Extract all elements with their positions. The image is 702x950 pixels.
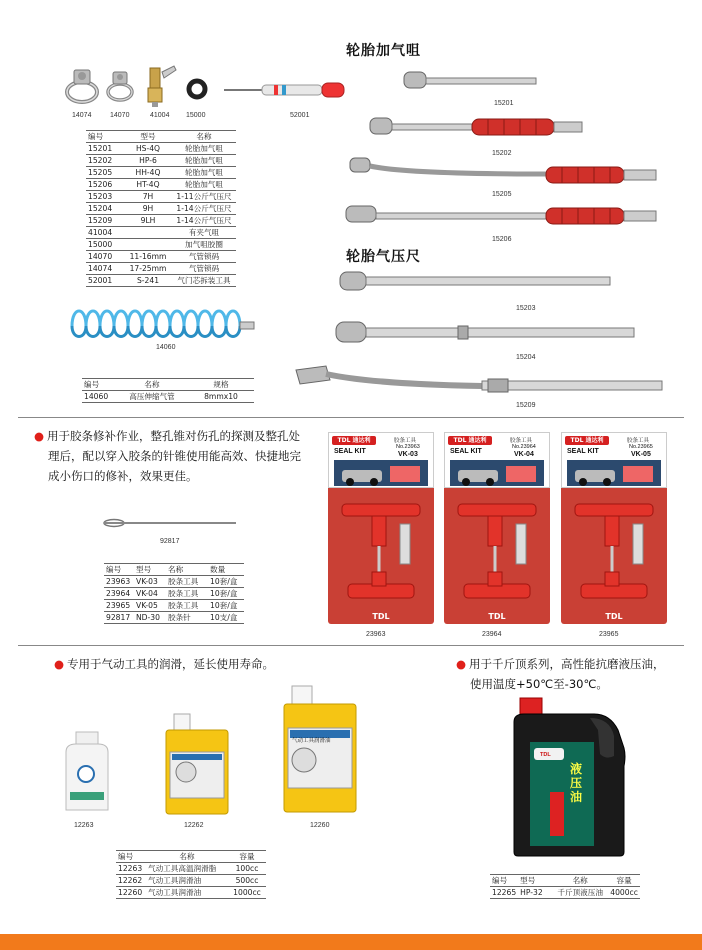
oil-bottle-12262-image: [160, 712, 234, 816]
cell: 15205: [88, 168, 113, 177]
col-header: 名称: [179, 852, 195, 861]
bullet-line: ● 用于胶条修补作业，整孔锥对伤孔的探测及整孔处: [34, 429, 301, 443]
hydraulic-description: [456, 654, 696, 694]
t-handle-tools-icon: [571, 494, 657, 614]
bottle-label: 气动工具润滑油: [292, 738, 331, 744]
col-header: 编号: [118, 852, 134, 861]
card-title: SEAL KIT: [334, 448, 366, 455]
caption-14070: 14070: [110, 112, 130, 119]
lubricant-spec-table: [116, 850, 266, 899]
gauge-15204-image: [332, 318, 642, 350]
table-row: [86, 191, 236, 203]
seal-kit-caption: 23964: [482, 631, 502, 638]
cell: 气门芯拆装工具: [177, 276, 231, 285]
caption-15205: 15205: [492, 191, 512, 198]
caption-15203: 15203: [516, 305, 536, 312]
card-label: 胶条工具: [394, 438, 417, 444]
card-label: 胶条工具: [627, 438, 650, 444]
cell: 轮胎加气咀: [185, 168, 223, 177]
hose-clamp-14070-image: [104, 66, 136, 106]
card-label: 胶条工具: [510, 438, 533, 444]
cell: [124, 239, 172, 251]
cell: 轮胎加气咀: [185, 156, 223, 165]
cell: 52001: [88, 276, 113, 285]
card-brand: TDL 通达利: [332, 436, 376, 445]
cell: 10套/盒: [210, 589, 238, 598]
caption-12263: 12263: [74, 822, 94, 829]
car-photo-icon: [334, 460, 428, 486]
cell: HH-4Q: [135, 168, 161, 177]
cell: 15203: [88, 192, 113, 201]
cell: 1-11公斤气压尺: [176, 192, 232, 201]
cell: 15000: [88, 240, 113, 249]
cell: 轮胎加气咀: [185, 180, 223, 189]
caption-15206: 15206: [492, 236, 512, 243]
cell: 12265: [492, 888, 517, 897]
cell: 41004: [88, 228, 113, 237]
table-row: [116, 875, 266, 887]
footer-accent-bar: [0, 934, 702, 950]
cell: 12263: [118, 864, 143, 873]
cell: 12260: [118, 888, 143, 897]
gauge-15209-image: [292, 362, 672, 398]
col-header: 容量: [239, 852, 255, 861]
seal-kit-caption: 23965: [599, 631, 619, 638]
col-header: 名称: [144, 380, 160, 389]
col-header: 编号: [492, 876, 508, 885]
cell: 7H: [142, 192, 154, 201]
table-row: [86, 143, 236, 155]
cell: 10套/盒: [210, 601, 238, 610]
table-row: [86, 251, 236, 263]
cell: 100cc: [235, 864, 259, 873]
caption-15209: 15209: [516, 402, 536, 409]
card-no: No.23965: [629, 444, 653, 450]
cell: HS-4Q: [135, 144, 161, 153]
inflator-15201-image: [400, 66, 540, 96]
inflator-15202-image: [366, 110, 586, 146]
grease-bottle-12263-image: [60, 730, 114, 814]
caption-12260: 12260: [310, 822, 330, 829]
cell: 有夹气咀: [188, 228, 220, 237]
col-header: 编号: [88, 132, 104, 141]
card-model: VK-03: [398, 451, 418, 458]
cell: HP-6: [139, 156, 157, 165]
t-handle-tools-icon: [338, 494, 424, 614]
table-header-row: [116, 851, 266, 863]
cell: 12262: [118, 876, 143, 885]
caption-15202: 15202: [492, 150, 512, 157]
caption-15201: 15201: [494, 100, 514, 107]
bullet-line: ● 用于千斤顶系列，高性能抗磨液压油，: [456, 657, 665, 671]
hose-spec-table: [82, 378, 254, 403]
needle-92817-image: [100, 516, 240, 530]
table-row: [86, 203, 236, 215]
valve-core-tool-52001-image: [222, 78, 350, 102]
cell: 500cc: [235, 876, 259, 885]
hydraulic-spec-table: [490, 874, 640, 899]
card-title: SEAL KIT: [567, 448, 599, 455]
caption-41004: 41004: [150, 112, 170, 119]
col-header: 数量: [210, 565, 226, 574]
table-row: [82, 391, 254, 403]
col-header: 名称: [168, 565, 184, 574]
cell: 1-14公斤气压尺: [176, 204, 232, 213]
bullet-line: 理后，配以穿入胶条的针锥使用能高效、快捷地完: [48, 449, 301, 463]
cell: 11-16mm: [129, 252, 167, 261]
table-header-row: [490, 875, 640, 887]
inflator-15205-image: [346, 152, 660, 188]
bullet-line: 使用温度+50℃至-30℃。: [470, 677, 608, 691]
table-row: [104, 612, 244, 624]
card-model: VK-05: [631, 451, 651, 458]
cell: S-241: [136, 276, 160, 285]
cell: HT-4Q: [136, 180, 160, 189]
cell: 高压伸缩气管: [129, 392, 175, 401]
card-no: No.23964: [512, 444, 536, 450]
bullet-line: 成小伤口的修补，效果更佳。: [48, 469, 198, 483]
cell: VK-04: [136, 589, 158, 598]
table-row: [86, 263, 236, 275]
table-row: [86, 239, 236, 251]
cell: 4000cc: [610, 888, 638, 897]
cell: 胶条工具: [168, 601, 199, 610]
cell: 气动工具高温润滑脂: [148, 864, 217, 873]
col-header: 名称: [196, 132, 212, 141]
table-row: [104, 600, 244, 612]
sealkit-description: [34, 426, 314, 486]
jug-brand: TDL: [540, 752, 551, 758]
seal-kit-card: [444, 432, 550, 624]
table-row: [86, 167, 236, 179]
table-row: [104, 588, 244, 600]
caption-14074: 14074: [72, 112, 92, 119]
gauge-15203-image: [336, 268, 616, 298]
cell: ND-30: [136, 613, 160, 622]
cell: VK-03: [136, 577, 158, 586]
card-bottom-brand: TDL: [488, 612, 506, 621]
table-row: [490, 887, 640, 899]
cell: [124, 227, 172, 239]
cell: 胶条针: [168, 613, 191, 622]
table-row: [104, 576, 244, 588]
col-header: 名称: [572, 876, 588, 885]
col-header: 型号: [520, 876, 536, 885]
lubricant-description: ● 专用于气动工具的润滑，延长使用寿命。: [54, 657, 275, 671]
clip-chuck-41004-image: [144, 64, 180, 108]
table-header-row: [86, 131, 236, 143]
inflator-15206-image: [342, 200, 660, 234]
car-photo-icon: [450, 460, 544, 486]
cell: 23964: [106, 589, 131, 598]
jug-text: 液压油: [570, 762, 583, 804]
cell: 23965: [106, 601, 131, 610]
sealkit-spec-table: [104, 563, 244, 624]
table-header-row: [82, 379, 254, 391]
cell: 14060: [84, 392, 109, 401]
cell: 10支/盒: [210, 613, 238, 622]
cell: 14074: [88, 264, 113, 273]
caption-12262: 12262: [184, 822, 204, 829]
table-row: [116, 887, 266, 899]
cell: 10套/盒: [210, 577, 238, 586]
col-header: 编号: [84, 380, 100, 389]
cell: 15206: [88, 180, 113, 189]
cell: 气动工具润滑油: [148, 888, 202, 897]
car-photo-icon: [567, 460, 661, 486]
card-bottom-brand: TDL: [605, 612, 623, 621]
cell: 17-25mm: [129, 264, 167, 273]
caption-14060: 14060: [156, 344, 176, 351]
table-row: [86, 155, 236, 167]
col-header: 容量: [616, 876, 632, 885]
card-brand: TDL 通达利: [448, 436, 492, 445]
card-no: No.23963: [396, 444, 420, 450]
table-row: [116, 863, 266, 875]
cell: 92817: [106, 613, 131, 622]
cell: 1-14公斤气压尺: [176, 216, 232, 225]
card-bottom-brand: TDL: [372, 612, 390, 621]
cell: 胶条工具: [168, 589, 199, 598]
seal-kit-card: [561, 432, 667, 624]
seal-kit-card: [328, 432, 434, 624]
section-divider: [18, 417, 684, 418]
coil-hose-14060-image: [62, 296, 262, 344]
cell: 气动工具润滑油: [148, 876, 202, 885]
cell: 胶条工具: [168, 577, 199, 586]
caption-52001: 52001: [290, 112, 310, 119]
oil-bottle-12260-image: [280, 684, 360, 814]
cell: 14070: [88, 252, 113, 261]
cell: 15202: [88, 156, 113, 165]
caption-92817: 92817: [160, 538, 180, 545]
table-row: [86, 275, 236, 287]
col-header: 规格: [213, 380, 229, 389]
cell: 15201: [88, 144, 113, 153]
cell: 气管锁码: [188, 264, 220, 273]
col-header: 型号: [136, 565, 152, 574]
cell: 9LH: [140, 216, 156, 225]
cell: 15209: [88, 216, 113, 225]
cell: 加气咀胶圈: [185, 240, 223, 249]
inflator-section-title: 轮胎加气咀: [346, 43, 421, 59]
cell: 气管锁码: [188, 252, 220, 261]
cell: 1000cc: [233, 888, 261, 897]
cell: 千斤顶液压油: [557, 888, 603, 897]
t-handle-tools-icon: [454, 494, 540, 614]
card-title: SEAL KIT: [450, 448, 482, 455]
cell: 23963: [106, 577, 131, 586]
seal-kit-caption: 23963: [366, 631, 386, 638]
card-model: VK-04: [514, 451, 534, 458]
cell: VK-05: [136, 601, 158, 610]
table-row: [86, 179, 236, 191]
hose-clamp-14074-image: [62, 62, 102, 108]
section-divider: [18, 645, 684, 646]
cell: 8mmx10: [204, 392, 238, 401]
card-brand: TDL 通达利: [565, 436, 609, 445]
gauge-section-title: 轮胎气压尺: [346, 249, 421, 265]
caption-15204: 15204: [516, 354, 536, 361]
table-header-row: [104, 564, 244, 576]
rubber-ring-15000-image: [186, 78, 208, 100]
cell: HP-32: [520, 888, 543, 897]
cell: 轮胎加气咀: [185, 144, 223, 153]
col-header: 型号: [140, 132, 156, 141]
col-header: 编号: [106, 565, 122, 574]
cell: 9H: [142, 204, 154, 213]
inflator-spec-table: [86, 130, 236, 287]
caption-15000: 15000: [186, 112, 206, 119]
cell: 15204: [88, 204, 113, 213]
table-row: [86, 215, 236, 227]
table-row: [86, 227, 236, 239]
